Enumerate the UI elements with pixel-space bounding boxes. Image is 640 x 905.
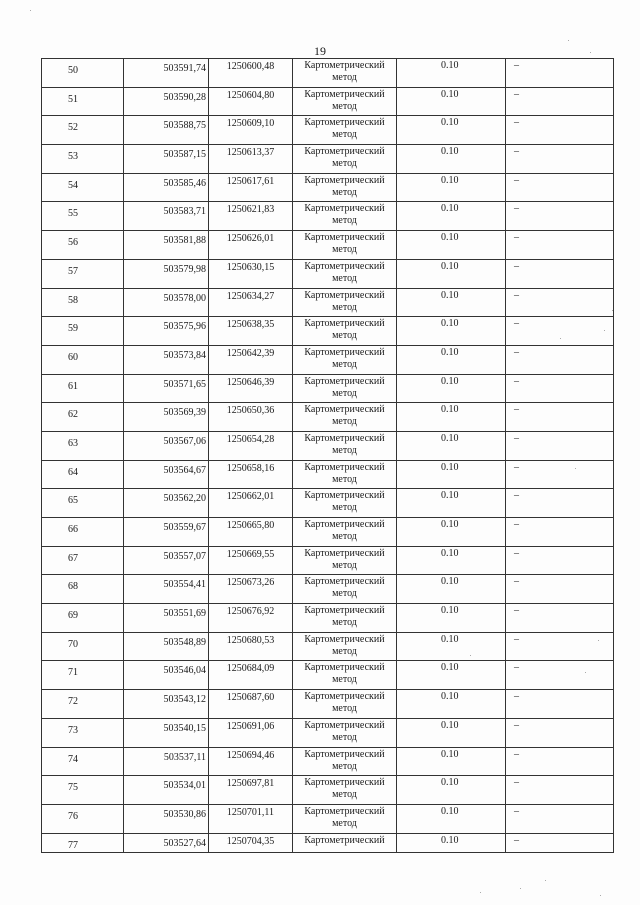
- y-coordinate-cell: 1250701,11: [209, 804, 293, 833]
- table-row: [42, 575, 614, 604]
- accuracy-cell: 0.10: [397, 690, 506, 719]
- table-row: [42, 173, 614, 202]
- method-cell: Картометрический метод: [293, 489, 397, 518]
- point-number-cell: 67: [42, 546, 124, 575]
- method-cell: Картометрический метод: [293, 518, 397, 547]
- y-coordinate-cell: 1250673,26: [209, 575, 293, 604]
- x-coordinate-cell: 503575,96: [124, 317, 209, 346]
- point-number-cell: 50: [42, 59, 124, 88]
- accuracy-cell: 0.10: [397, 518, 506, 547]
- table-row: [42, 403, 614, 432]
- accuracy-cell: 0.10: [397, 776, 506, 805]
- y-coordinate-cell: 1250691,06: [209, 718, 293, 747]
- method-cell: Картометрический метод: [293, 575, 397, 604]
- x-coordinate-cell: 503543,12: [124, 690, 209, 719]
- y-coordinate-cell: 1250669,55: [209, 546, 293, 575]
- method-cell: Картометрический метод: [293, 59, 397, 88]
- table-row: [42, 546, 614, 575]
- x-coordinate-cell: 503591,74: [124, 59, 209, 88]
- y-coordinate-cell: 1250600,48: [209, 59, 293, 88]
- description-cell: –: [506, 632, 614, 661]
- description-cell: –: [506, 718, 614, 747]
- accuracy-cell: 0.10: [397, 403, 506, 432]
- point-number-cell: 73: [42, 718, 124, 747]
- method-cell: Картометрический метод: [293, 661, 397, 690]
- point-number-cell: 62: [42, 403, 124, 432]
- x-coordinate-cell: 503583,71: [124, 202, 209, 231]
- description-cell: –: [506, 288, 614, 317]
- description-cell: –: [506, 776, 614, 805]
- y-coordinate-cell: 1250650,36: [209, 403, 293, 432]
- table-row: [42, 231, 614, 260]
- method-cell: Картометрический метод: [293, 145, 397, 174]
- table-row: [42, 804, 614, 833]
- method-cell: Картометрический метод: [293, 690, 397, 719]
- y-coordinate-cell: 1250613,37: [209, 145, 293, 174]
- description-cell: –: [506, 145, 614, 174]
- description-cell: –: [506, 489, 614, 518]
- description-cell: –: [506, 116, 614, 145]
- table-row: [42, 259, 614, 288]
- description-cell: –: [506, 374, 614, 403]
- description-cell: –: [506, 833, 614, 852]
- accuracy-cell: 0.10: [397, 546, 506, 575]
- table-row: [42, 145, 614, 174]
- description-cell: –: [506, 661, 614, 690]
- accuracy-cell: 0.10: [397, 259, 506, 288]
- description-cell: –: [506, 231, 614, 260]
- description-cell: –: [506, 518, 614, 547]
- table-row: [42, 374, 614, 403]
- x-coordinate-cell: 503530,86: [124, 804, 209, 833]
- description-cell: –: [506, 173, 614, 202]
- description-cell: –: [506, 546, 614, 575]
- table-row: [42, 460, 614, 489]
- table-row: [42, 747, 614, 776]
- y-coordinate-cell: 1250630,15: [209, 259, 293, 288]
- point-number-cell: 61: [42, 374, 124, 403]
- x-coordinate-cell: 503537,11: [124, 747, 209, 776]
- x-coordinate-cell: 503554,41: [124, 575, 209, 604]
- method-cell: Картометрический метод: [293, 87, 397, 116]
- description-cell: –: [506, 403, 614, 432]
- point-number-cell: 57: [42, 259, 124, 288]
- point-number-cell: 60: [42, 345, 124, 374]
- accuracy-cell: 0.10: [397, 374, 506, 403]
- x-coordinate-cell: 503569,39: [124, 403, 209, 432]
- table-row: [42, 345, 614, 374]
- point-number-cell: 53: [42, 145, 124, 174]
- method-cell: Картометрический метод: [293, 202, 397, 231]
- table-row: [42, 776, 614, 805]
- accuracy-cell: 0.10: [397, 804, 506, 833]
- y-coordinate-cell: 1250697,81: [209, 776, 293, 805]
- x-coordinate-cell: 503540,15: [124, 718, 209, 747]
- table-row: [42, 604, 614, 633]
- table-row: [42, 518, 614, 547]
- accuracy-cell: 0.10: [397, 59, 506, 88]
- x-coordinate-cell: 503585,46: [124, 173, 209, 202]
- description-cell: –: [506, 575, 614, 604]
- method-cell: Картометрический метод: [293, 460, 397, 489]
- table-row: [42, 690, 614, 719]
- point-number-cell: 65: [42, 489, 124, 518]
- accuracy-cell: 0.10: [397, 345, 506, 374]
- y-coordinate-cell: 1250694,46: [209, 747, 293, 776]
- description-cell: –: [506, 690, 614, 719]
- x-coordinate-cell: 503579,98: [124, 259, 209, 288]
- point-number-cell: 54: [42, 173, 124, 202]
- x-coordinate-cell: 503567,06: [124, 431, 209, 460]
- table-row: [42, 833, 614, 852]
- x-coordinate-cell: 503551,69: [124, 604, 209, 633]
- table-row: [42, 317, 614, 346]
- y-coordinate-cell: 1250704,35: [209, 833, 293, 852]
- y-coordinate-cell: 1250680,53: [209, 632, 293, 661]
- point-number-cell: 76: [42, 804, 124, 833]
- accuracy-cell: 0.10: [397, 87, 506, 116]
- point-number-cell: 74: [42, 747, 124, 776]
- accuracy-cell: 0.10: [397, 460, 506, 489]
- method-cell: Картометрический метод: [293, 804, 397, 833]
- table-row: [42, 288, 614, 317]
- table-row: [42, 87, 614, 116]
- x-coordinate-cell: 503578,00: [124, 288, 209, 317]
- point-number-cell: 69: [42, 604, 124, 633]
- method-cell: Картометрический метод: [293, 604, 397, 633]
- table-row: [42, 431, 614, 460]
- accuracy-cell: 0.10: [397, 231, 506, 260]
- method-cell: Картометрический метод: [293, 116, 397, 145]
- point-number-cell: 56: [42, 231, 124, 260]
- accuracy-cell: 0.10: [397, 145, 506, 174]
- description-cell: –: [506, 460, 614, 489]
- accuracy-cell: 0.10: [397, 489, 506, 518]
- point-number-cell: 70: [42, 632, 124, 661]
- table-row: [42, 116, 614, 145]
- point-number-cell: 77: [42, 833, 124, 852]
- method-cell: Картометрический: [293, 833, 397, 852]
- table-row: [42, 202, 614, 231]
- method-cell: Картометрический метод: [293, 403, 397, 432]
- method-cell: Картометрический метод: [293, 632, 397, 661]
- method-cell: Картометрический метод: [293, 747, 397, 776]
- accuracy-cell: 0.10: [397, 661, 506, 690]
- description-cell: –: [506, 317, 614, 346]
- point-number-cell: 64: [42, 460, 124, 489]
- method-cell: Картометрический метод: [293, 374, 397, 403]
- accuracy-cell: 0.10: [397, 575, 506, 604]
- accuracy-cell: 0.10: [397, 288, 506, 317]
- y-coordinate-cell: 1250646,39: [209, 374, 293, 403]
- accuracy-cell: 0.10: [397, 747, 506, 776]
- x-coordinate-cell: 503534,01: [124, 776, 209, 805]
- x-coordinate-cell: 503546,04: [124, 661, 209, 690]
- x-coordinate-cell: 503559,67: [124, 518, 209, 547]
- table-row: [42, 718, 614, 747]
- table-row: [42, 59, 614, 88]
- accuracy-cell: 0.10: [397, 718, 506, 747]
- accuracy-cell: 0.10: [397, 202, 506, 231]
- description-cell: –: [506, 747, 614, 776]
- table-row: [42, 661, 614, 690]
- x-coordinate-cell: 503564,67: [124, 460, 209, 489]
- y-coordinate-cell: 1250621,83: [209, 202, 293, 231]
- y-coordinate-cell: 1250634,27: [209, 288, 293, 317]
- method-cell: Картометрический метод: [293, 288, 397, 317]
- description-cell: –: [506, 87, 614, 116]
- x-coordinate-cell: 503573,84: [124, 345, 209, 374]
- point-number-cell: 66: [42, 518, 124, 547]
- y-coordinate-cell: 1250658,16: [209, 460, 293, 489]
- y-coordinate-cell: 1250665,80: [209, 518, 293, 547]
- method-cell: Картометрический метод: [293, 345, 397, 374]
- accuracy-cell: 0.10: [397, 632, 506, 661]
- y-coordinate-cell: 1250662,01: [209, 489, 293, 518]
- table-body: [42, 59, 614, 853]
- description-cell: –: [506, 604, 614, 633]
- x-coordinate-cell: 503588,75: [124, 116, 209, 145]
- point-number-cell: 52: [42, 116, 124, 145]
- point-number-cell: 58: [42, 288, 124, 317]
- x-coordinate-cell: 503581,88: [124, 231, 209, 260]
- y-coordinate-cell: 1250676,92: [209, 604, 293, 633]
- accuracy-cell: 0.10: [397, 833, 506, 852]
- method-cell: Картометрический метод: [293, 317, 397, 346]
- x-coordinate-cell: 503527,64: [124, 833, 209, 852]
- method-cell: Картометрический метод: [293, 718, 397, 747]
- description-cell: –: [506, 202, 614, 231]
- x-coordinate-cell: 503548,89: [124, 632, 209, 661]
- table-row: [42, 489, 614, 518]
- accuracy-cell: 0.10: [397, 116, 506, 145]
- method-cell: Картометрический метод: [293, 776, 397, 805]
- point-number-cell: 75: [42, 776, 124, 805]
- method-cell: Картометрический метод: [293, 173, 397, 202]
- description-cell: –: [506, 804, 614, 833]
- x-coordinate-cell: 503590,28: [124, 87, 209, 116]
- x-coordinate-cell: 503571,65: [124, 374, 209, 403]
- point-number-cell: 71: [42, 661, 124, 690]
- y-coordinate-cell: 1250654,28: [209, 431, 293, 460]
- description-cell: –: [506, 59, 614, 88]
- accuracy-cell: 0.10: [397, 173, 506, 202]
- accuracy-cell: 0.10: [397, 317, 506, 346]
- description-cell: –: [506, 259, 614, 288]
- method-cell: Картометрический метод: [293, 546, 397, 575]
- y-coordinate-cell: 1250617,61: [209, 173, 293, 202]
- point-number-cell: 55: [42, 202, 124, 231]
- y-coordinate-cell: 1250684,09: [209, 661, 293, 690]
- y-coordinate-cell: 1250604,80: [209, 87, 293, 116]
- accuracy-cell: 0.10: [397, 431, 506, 460]
- point-number-cell: 59: [42, 317, 124, 346]
- x-coordinate-cell: 503562,20: [124, 489, 209, 518]
- y-coordinate-cell: 1250626,01: [209, 231, 293, 260]
- coordinates-table: [41, 58, 614, 853]
- point-number-cell: 63: [42, 431, 124, 460]
- method-cell: Картометрический метод: [293, 431, 397, 460]
- y-coordinate-cell: 1250642,39: [209, 345, 293, 374]
- description-cell: –: [506, 431, 614, 460]
- accuracy-cell: 0.10: [397, 604, 506, 633]
- description-cell: –: [506, 345, 614, 374]
- table-row: [42, 632, 614, 661]
- point-number-cell: 51: [42, 87, 124, 116]
- y-coordinate-cell: 1250609,10: [209, 116, 293, 145]
- x-coordinate-cell: 503587,15: [124, 145, 209, 174]
- point-number-cell: 72: [42, 690, 124, 719]
- x-coordinate-cell: 503557,07: [124, 546, 209, 575]
- y-coordinate-cell: 1250687,60: [209, 690, 293, 719]
- page-number: 19: [314, 44, 326, 58]
- method-cell: Картометрический метод: [293, 259, 397, 288]
- method-cell: Картометрический метод: [293, 231, 397, 260]
- point-number-cell: 68: [42, 575, 124, 604]
- y-coordinate-cell: 1250638,35: [209, 317, 293, 346]
